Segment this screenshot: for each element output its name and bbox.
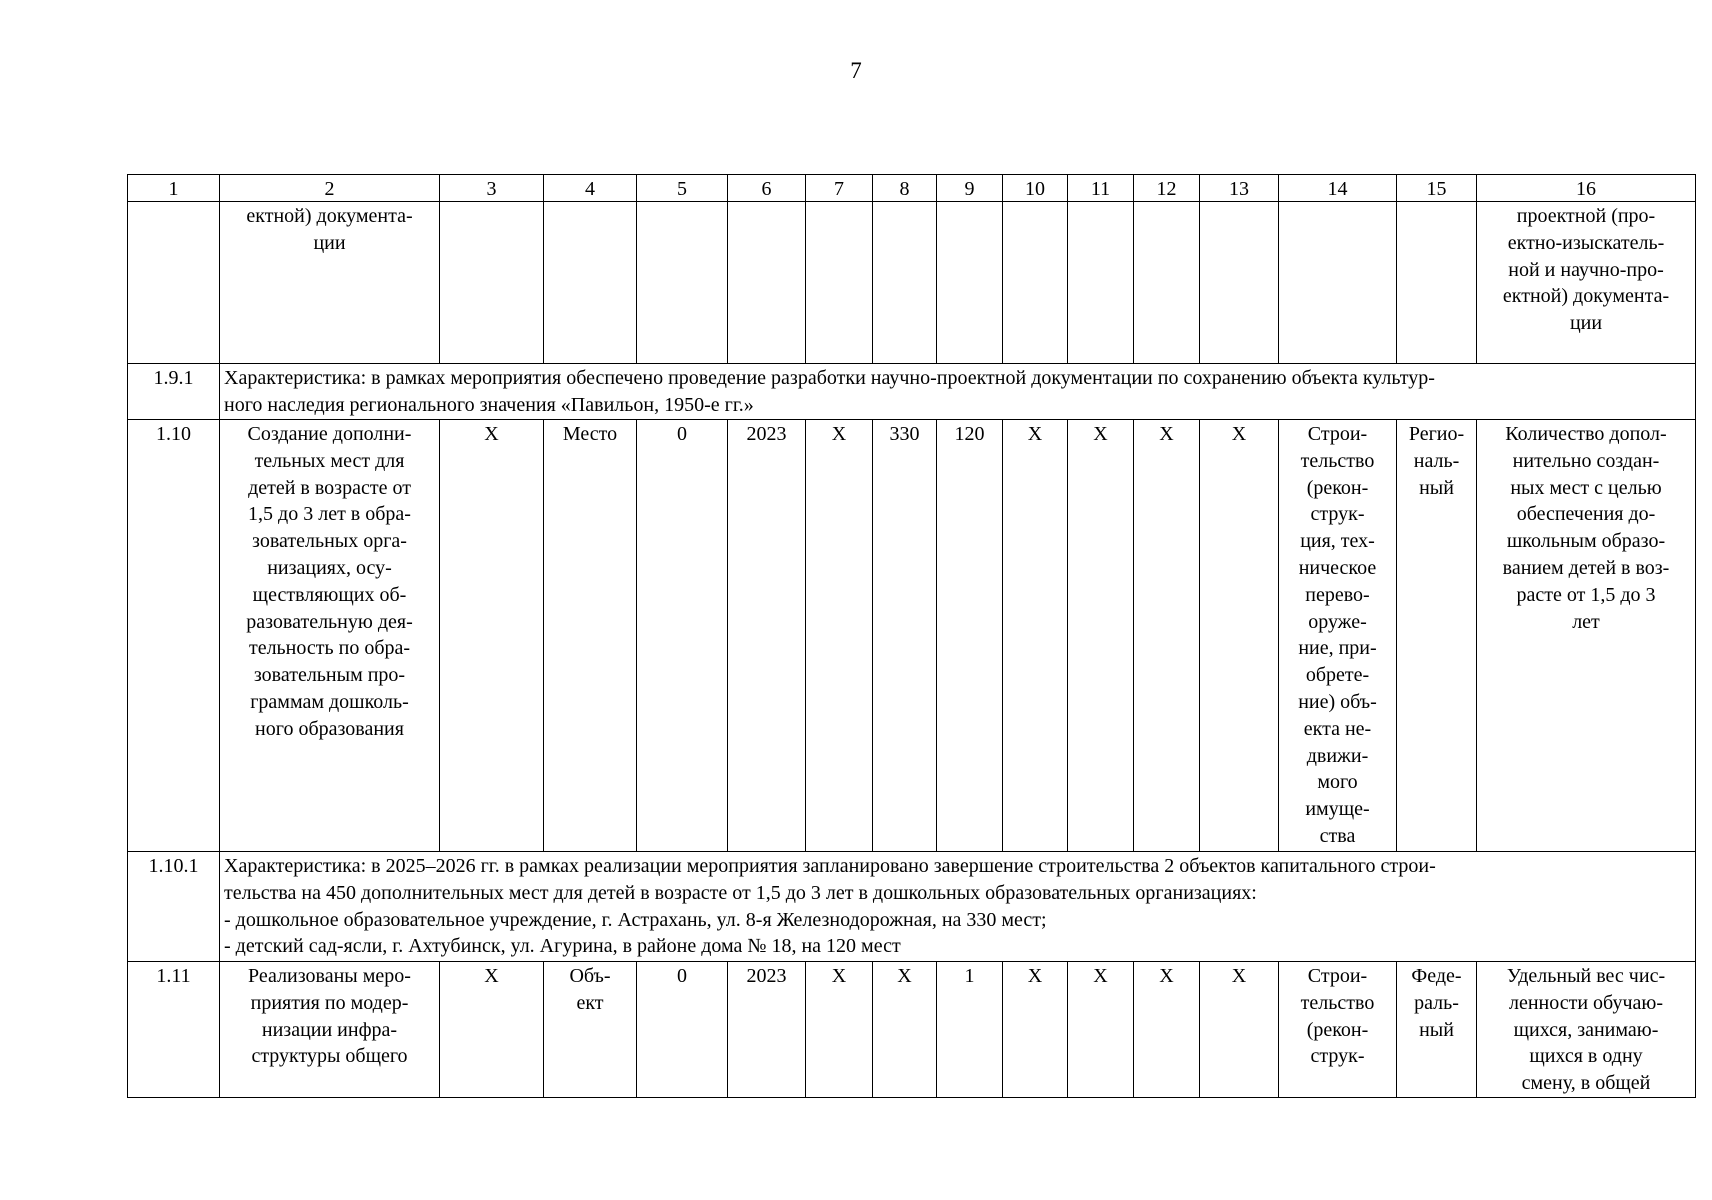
col-header: 9 [937,175,1003,202]
cell-base-value: 0 [637,420,728,852]
characteristic-line: Характеристика: в рамках мероприятия обеспечено проведение разработки научно-проектной документации по сохранению объекта культур- [224,367,1435,389]
row-number: 1.11 [128,962,220,1098]
cell-col12: X [1134,420,1200,852]
cell-type: Строи- тельство (рекон- струк- ция, тех- ническое перево- оруже- ние, при- обрете- ние) объ- екта не- движи- мого имуще- ства [1279,420,1397,852]
row-number: 1.9.1 [128,364,220,420]
characteristic-line: - детский сад-ясли, г. Ахтубинск, ул. Агурина, в районе дома № 18, на 120 мест [224,935,901,958]
cell-empty [1200,202,1279,364]
cell-level: Регио- наль- ный [1397,420,1477,852]
row-number: 1.10 [128,420,220,852]
table-row-1-10 [128,420,1696,852]
col-header: 13 [1200,175,1279,202]
cell-col11: X [1068,420,1134,852]
characteristic-line: Характеристика: в 2025–2026 гг. в рамках реализации мероприятия запланировано завершение строительства 2 объектов капитального строи- [224,855,1436,877]
col-header: 6 [728,175,806,202]
cell-col13: X [1200,962,1279,1098]
table-row-1-11 [128,962,1696,1098]
cell-name: Создание дополни- тельных мест для детей в возрасте от 1,5 до 3 лет в обра- зовательных орга- низациях, осу- ществляющих об- разовательную дея- тельность по обра- зовательным про- граммам дошколь- ного образования [220,420,440,852]
characteristic-line: ного наследия регионального значения «Павильон, 1950-е гг.» [224,393,754,416]
header-row [128,175,1696,202]
characteristic-cell [220,364,1696,420]
indicators-table [127,174,1696,1098]
cell-empty [544,202,637,364]
cell-indicator: Количество допол- нительно создан- ных мест с целью обеспечения до- школьным образо- ванием детей в воз- расте от 1,5 до 3 лет [1477,420,1696,852]
cell-empty [1134,202,1200,364]
cell-empty [1003,202,1068,364]
col-header: 7 [806,175,873,202]
cell-col13: X [1200,420,1279,852]
cell-col10: X [1003,962,1068,1098]
cell-empty [440,202,544,364]
cell-col12: X [1134,962,1200,1098]
cell-col8: 330 [873,420,937,852]
cell-col11: X [1068,962,1134,1098]
cell-base-year: 2023 [728,962,806,1098]
cell-col9: 1 [937,962,1003,1098]
table-row-continuation [128,202,1696,364]
col-header: 4 [544,175,637,202]
cell-level: Феде- раль- ный [1397,962,1477,1098]
cell-empty [637,202,728,364]
cell-unit: Место [544,420,637,852]
characteristic-line: - дошкольное образовательное учреждение, г. Астрахань, ул. 8-я Железнодорожная, на 330 мест; [224,908,1047,931]
cell-col8: X [873,962,937,1098]
cell-empty [873,202,937,364]
col-header: 3 [440,175,544,202]
cell-indicator: проектной (про- ектно-изыскатель- ной и научно-про- ектной) документа- ции [1477,202,1696,364]
cell-empty [1068,202,1134,364]
cell-base-value: 0 [637,962,728,1098]
cell-col3: X [440,962,544,1098]
cell-col9: 120 [937,420,1003,852]
cell-name: Реализованы меро- приятия по модер- низации инфра- структуры общего [220,962,440,1098]
cell-empty [1279,202,1397,364]
cell-col7: X [806,420,873,852]
cell-type: Строи- тельство (рекон- струк- [1279,962,1397,1098]
col-header: 15 [1397,175,1477,202]
row-number: 1.10.1 [128,852,220,962]
cell-empty [1397,202,1477,364]
cell-empty [728,202,806,364]
col-header: 10 [1003,175,1068,202]
characteristic-line: тельства на 450 дополнительных мест для детей в возрасте от 1,5 до 3 лет в дошкольных образовательных организациях: [224,881,1257,904]
cell-col3: X [440,420,544,852]
cell-indicator: Удельный вес чис- ленности обучаю- щихся, занимаю- щихся в одну смену, в общей [1477,962,1696,1098]
col-header: 2 [220,175,440,202]
cell-name: ектной) документа- ции [220,202,440,364]
cell-empty [128,202,220,364]
cell-col7: X [806,962,873,1098]
table-row-1-10-1 [128,852,1696,962]
cell-base-year: 2023 [728,420,806,852]
col-header: 14 [1279,175,1397,202]
cell-unit: Объ- ект [544,962,637,1098]
col-header: 11 [1068,175,1134,202]
col-header: 5 [637,175,728,202]
cell-empty [937,202,1003,364]
col-header: 12 [1134,175,1200,202]
col-header: 1 [128,175,220,202]
cell-empty [806,202,873,364]
col-header: 8 [873,175,937,202]
table-row-1-9-1 [128,364,1696,420]
page-number: 7 [850,58,862,83]
col-header: 16 [1477,175,1696,202]
characteristic-cell [220,852,1696,962]
cell-col10: X [1003,420,1068,852]
